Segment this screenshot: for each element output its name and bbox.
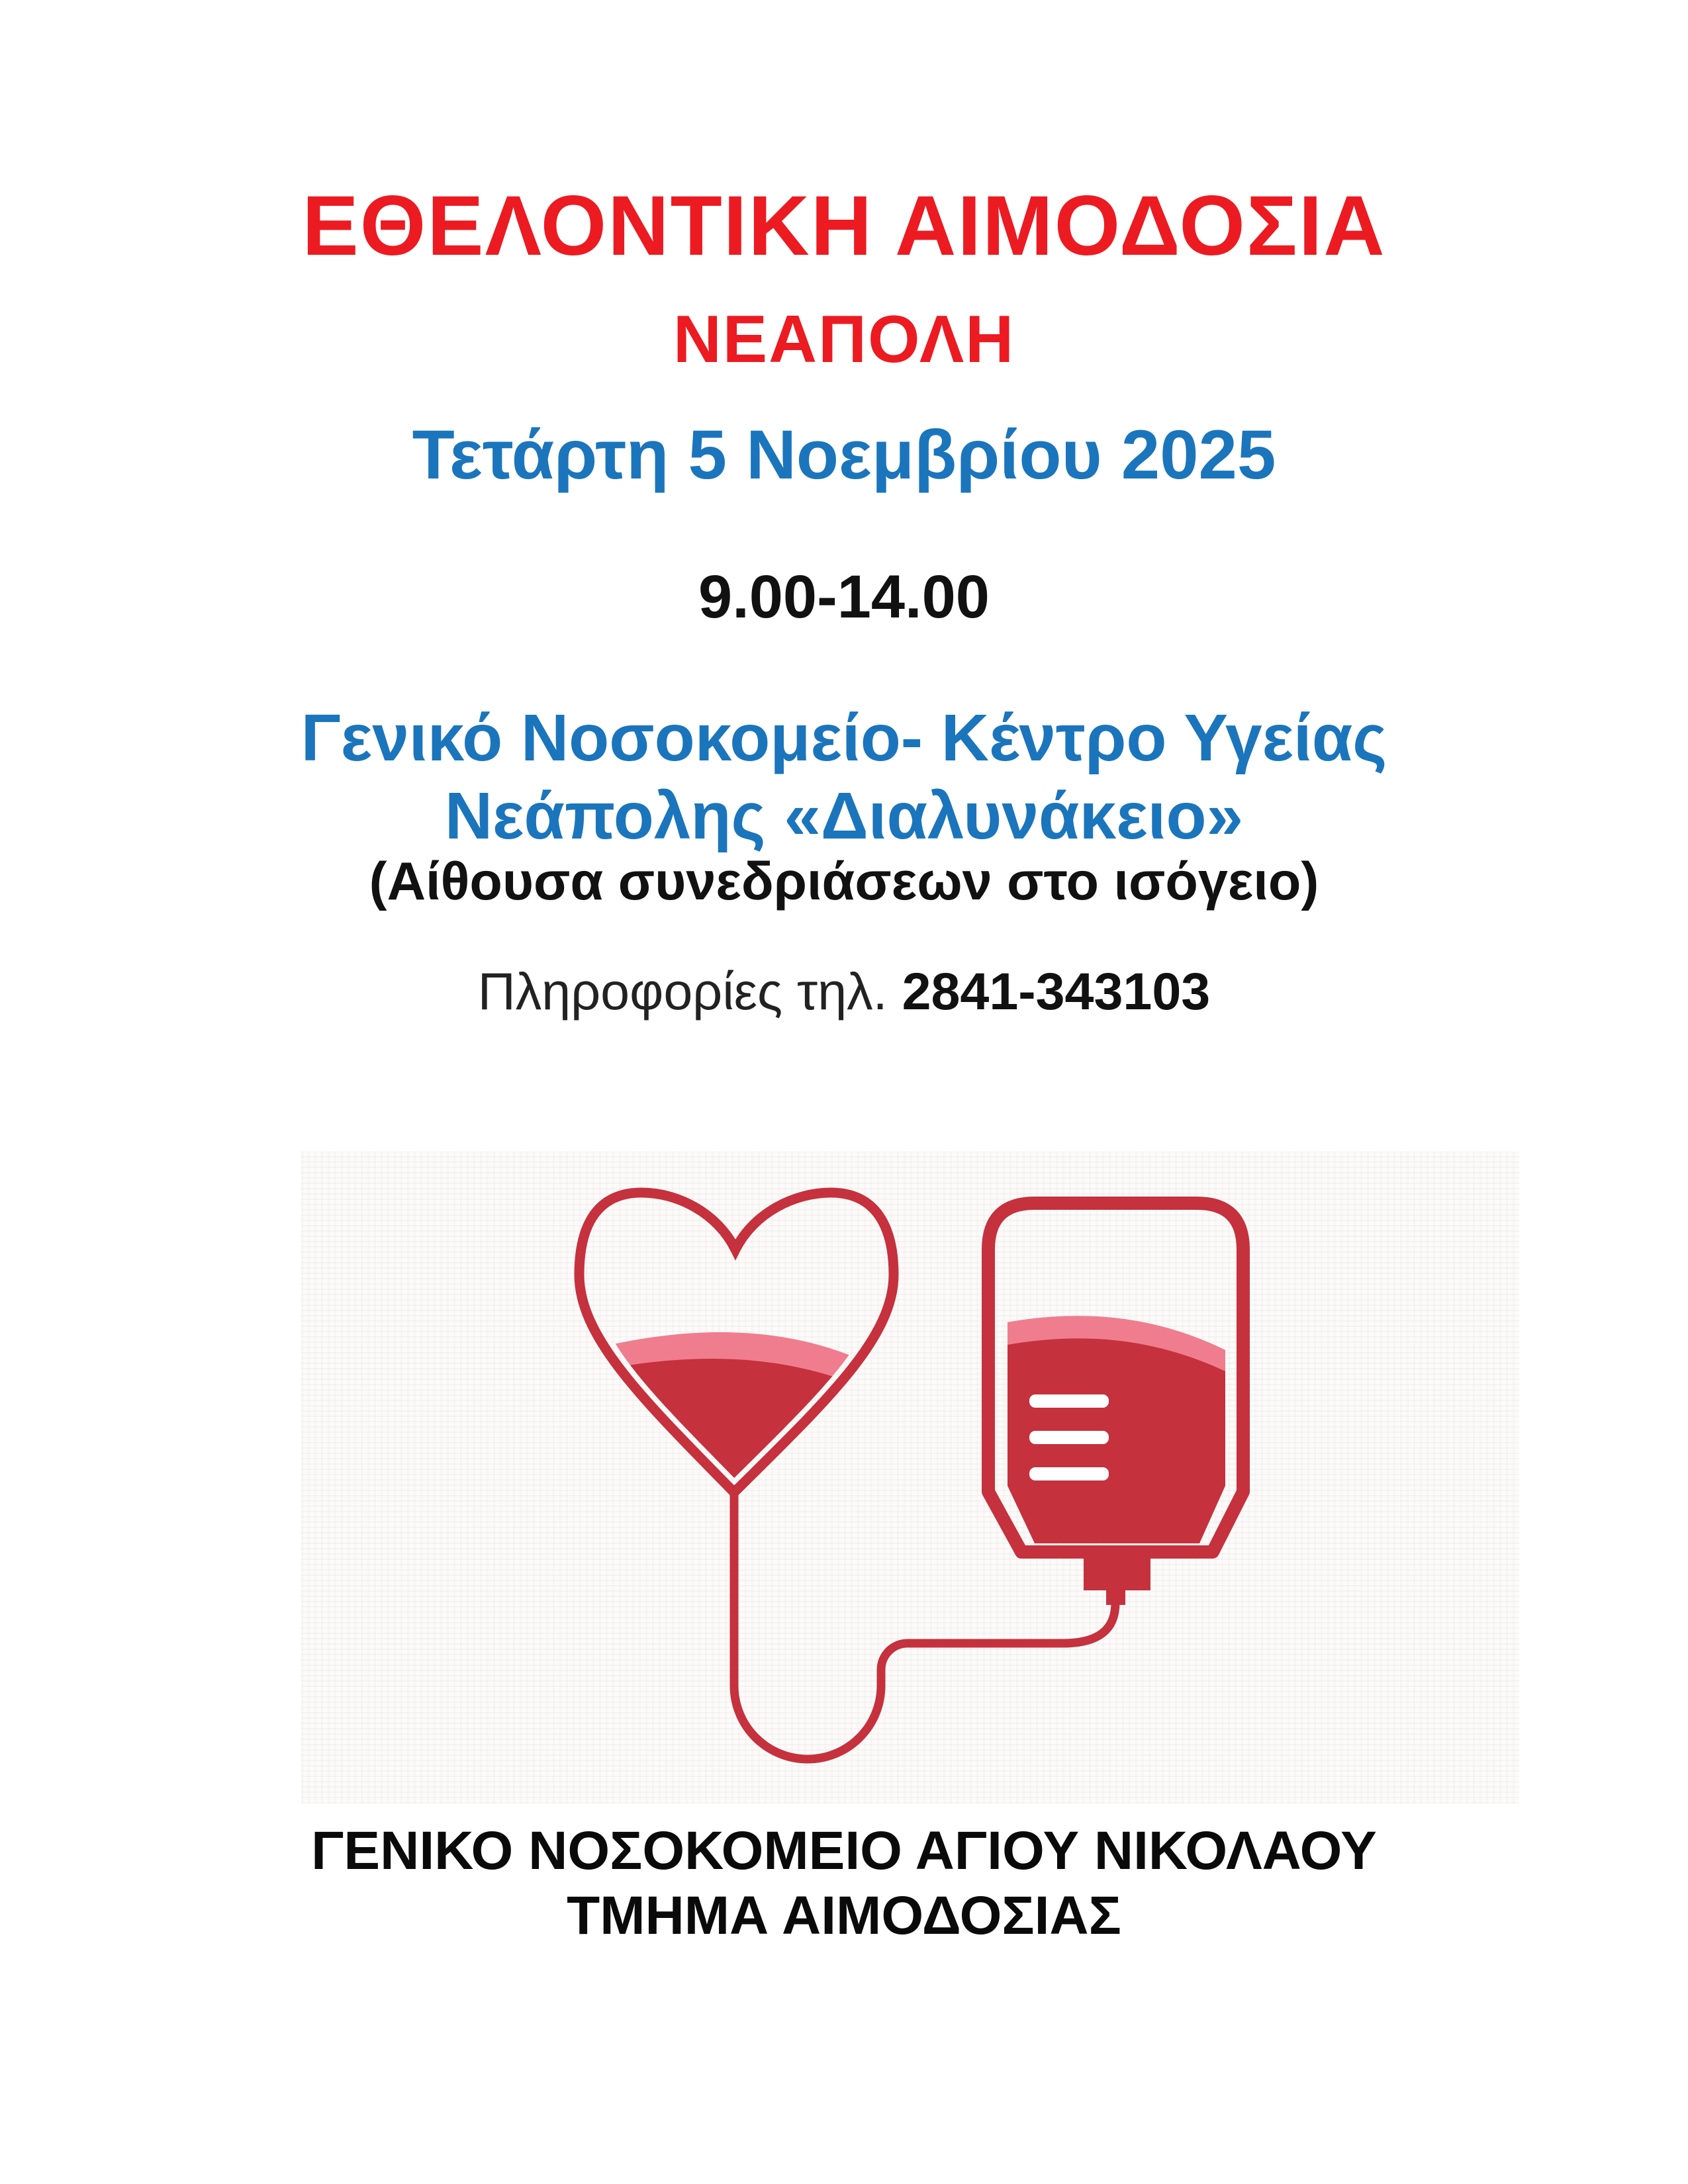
event-time: 9.00-14.00 bbox=[698, 563, 990, 631]
bag-graduation-bar bbox=[1029, 1431, 1109, 1444]
footer-hospital: ΓΕΝΙΚΟ ΝΟΣΟΚΟΜΕΙΟ ΑΓΙΟΥ ΝΙΚΟΛΑΟΥ bbox=[311, 1821, 1377, 1881]
bag-outlet-stub bbox=[1106, 1585, 1125, 1605]
bag-graduation-bar bbox=[1029, 1394, 1109, 1408]
blood-donation-illustration bbox=[301, 1152, 1519, 1803]
location-line2: Νεάπολης «Διαλυνάκειο» bbox=[444, 779, 1244, 853]
bag-graduation-bar bbox=[1029, 1467, 1109, 1480]
footer-department: ΤΜΗΜΑ ΑΙΜΟΔΟΣΙΑΣ bbox=[567, 1886, 1121, 1946]
heart-icon bbox=[579, 1193, 897, 1522]
info-line bbox=[0, 963, 1688, 1021]
poster-title: ΕΘΕΛΟΝΤΙΚΗ ΑΙΜΟΔΟΣΙΑ bbox=[302, 179, 1386, 273]
heart-blood-fill bbox=[587, 1332, 897, 1522]
info-label: Πληροφορίες τηλ. bbox=[477, 962, 888, 1021]
heart-and-blood-bag-graphic bbox=[301, 1152, 1519, 1803]
event-date: Τετάρτη 5 Νοεμβρίου 2025 bbox=[412, 416, 1276, 494]
location-line1: Γενικό Νοσοκομείο- Κέντρο Υγείας bbox=[301, 701, 1387, 775]
blood-bag-icon bbox=[988, 1203, 1243, 1605]
info-phone-number: 2841-343103 bbox=[902, 962, 1211, 1021]
location-note: (Αίθουσα συνεδριάσεων στο ισόγειο) bbox=[369, 852, 1319, 911]
poster-subtitle: ΝΕΑΠΟΛΗ bbox=[673, 302, 1015, 377]
